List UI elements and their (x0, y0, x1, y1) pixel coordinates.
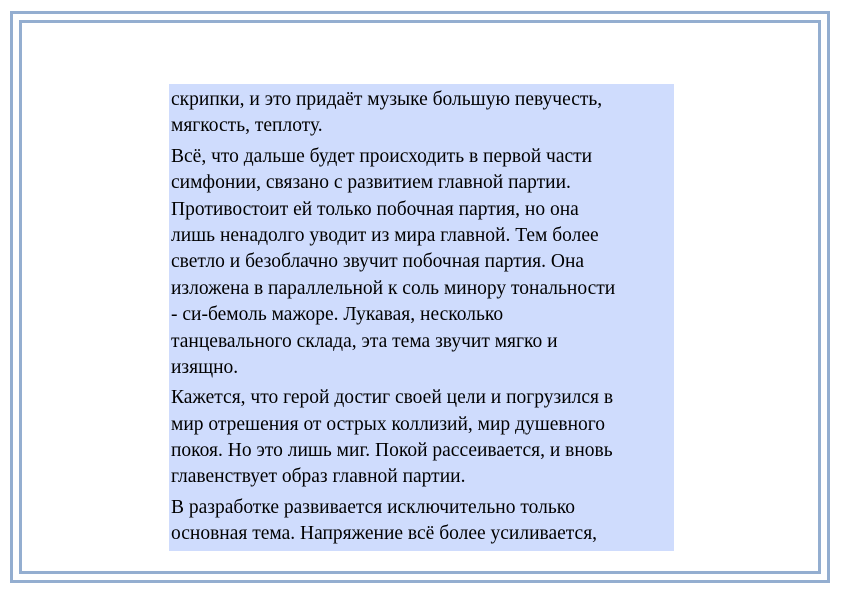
text-line: В разработке развивается исключительно только (171, 496, 575, 518)
paragraph-1 (171, 87, 674, 140)
text-block (169, 84, 674, 551)
text-line: Противостоит ей только побочная партия, но она (171, 198, 579, 220)
paragraph-4 (171, 495, 674, 548)
text-line: изящно. (171, 356, 239, 378)
text-line: главенствует образ главной партии. (171, 466, 466, 488)
paragraph-3 (171, 385, 674, 491)
text-line: - си-бемоль мажоре. Лукавая, несколько (171, 304, 504, 326)
text-line: симфонии, связано с развитием главной партии. (171, 172, 571, 194)
text-line: лишь ненадолго уводит из мира главной. Тем более (171, 224, 599, 246)
text-line: покоя. Но это лишь миг. Покой рассеивается, и вновь (171, 440, 613, 462)
text-line: Кажется, что герой достиг своей цели и погрузился в (171, 387, 614, 409)
text-line: изложена в параллельной к соль минору тональности (171, 277, 616, 299)
paragraph-2 (171, 144, 674, 382)
text-line: Всё, что дальше будет происходить в первой части (171, 145, 593, 167)
text-line: основная тема. Напряжение всё более усиливается, (171, 523, 598, 545)
text-line: мир отрешения от острых коллизий, мир душевного (171, 413, 606, 435)
text-line: мягкость, теплоту. (171, 115, 323, 137)
text-line: скрипки, и это придаёт музыке большую певучесть, (171, 89, 603, 110)
text-line: светло и безоблачно звучит побочная партия. Она (171, 251, 585, 273)
text-line: танцевального склада, эта тема звучит мягко и (171, 330, 558, 352)
